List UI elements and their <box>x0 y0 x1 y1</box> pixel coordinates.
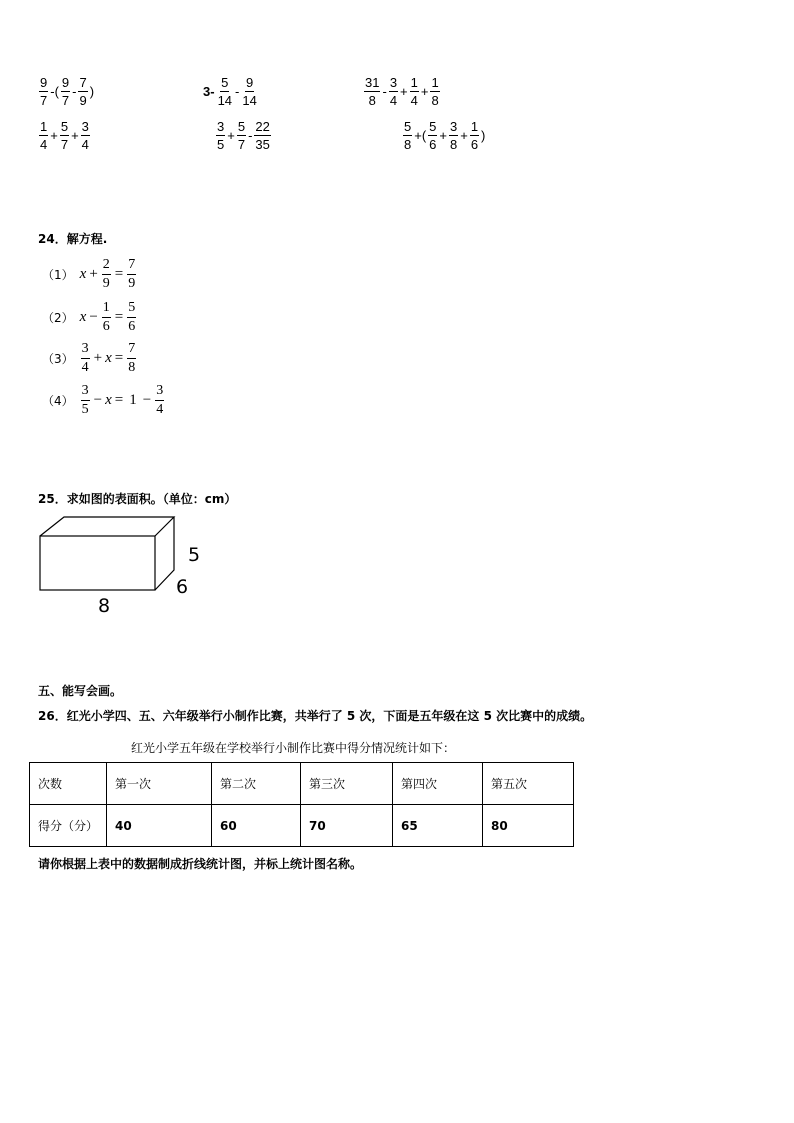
calc-expression-6: $\frac{5}{8}$ +( $\frac{5}{6}$ + $\frac{3}{8}$ + $\frac{1}{6}$ ) <box>404 119 486 152</box>
fraction: $\frac{3}{8}$ <box>449 119 458 152</box>
fraction: $\frac{7}{9}$ <box>79 75 87 108</box>
table-header-row <box>30 763 574 805</box>
table-row <box>30 805 574 847</box>
fraction: $\frac{1}{4}$ <box>40 119 48 152</box>
fraction: $\frac{5}{14}$ <box>217 75 233 108</box>
question-26-title: 26．红光小学四、五、六年级举行小制作比赛，共举行了 5 次，下面是五年级在这 5 次比赛中的成绩。 <box>38 709 593 723</box>
table-header-cell: 第三次 <box>301 763 393 805</box>
table-cell: 70 <box>301 805 393 847</box>
calc-expression-4: $\frac{1}{4}$ + $\frac{5}{7}$ + $\frac{3}{4}$ <box>40 119 89 152</box>
table-header-cell: 次数 <box>30 763 107 805</box>
fraction: $\frac{3}{5}$ <box>217 119 225 152</box>
fraction: $\frac{1}{6}$ <box>102 300 110 334</box>
calc-expression-1: $\frac{9}{7}$ -( $\frac{9}{7}$ - $\frac{7}{9}$ ) <box>40 75 95 108</box>
calc-expression-3: $\frac{31}{8}$ - $\frac{3}{4}$ + $\frac{1}{4}$ + $\frac{1}{8}$ <box>365 75 439 108</box>
question-25-title: 25．求如图的表面积。（单位：cm） <box>38 492 237 506</box>
fraction: $\frac{22}{35}$ <box>255 119 270 152</box>
fraction: $\frac{7}{9}$ <box>128 257 136 291</box>
fraction: $\frac{5}{6}$ <box>128 300 136 334</box>
fraction: $\frac{1}{4}$ <box>410 75 418 108</box>
fraction: $\frac{31}{8}$ <box>365 75 380 108</box>
height-label: 5 <box>188 544 201 566</box>
question-24-title: 24．解方程. <box>38 232 108 246</box>
table-cell: 65 <box>393 805 483 847</box>
cuboid-front-face <box>40 536 155 590</box>
section-five-title: 五、能写会画。 <box>38 684 123 698</box>
equation-3: （3） $\frac{3}{4}$ + x = $\frac{7}{8}$ <box>42 341 136 375</box>
fraction: $\frac{5}{7}$ <box>237 119 246 152</box>
table-header-cell: 第一次 <box>107 763 212 805</box>
fraction: $\frac{2}{9}$ <box>102 257 110 291</box>
fraction: $\frac{9}{7}$ <box>61 75 70 108</box>
calc-expression-2: 3- $\frac{5}{14}$ - $\frac{9}{14}$ <box>203 75 257 108</box>
cuboid-top-face <box>40 517 174 536</box>
cuboid-diagram <box>30 510 220 620</box>
table-cell: 80 <box>483 805 574 847</box>
fraction: $\frac{1}{8}$ <box>431 75 439 108</box>
fraction: $\frac{3}{4}$ <box>81 119 89 152</box>
question-26-instruction: 请你根据上表中的数据制成折线统计图，并标上统计图名称。 <box>38 857 363 871</box>
table-row-label: 得分（分） <box>30 805 107 847</box>
fraction: $\frac{5}{6}$ <box>429 119 437 152</box>
table-header-cell: 第五次 <box>483 763 574 805</box>
equation-2: （2） x − $\frac{1}{6}$ = $\frac{5}{6}$ <box>42 300 136 334</box>
fraction: $\frac{9}{7}$ <box>40 75 48 108</box>
fraction: $\frac{3}{5}$ <box>81 383 89 417</box>
equation-4: （4） $\frac{3}{5}$ − x = 1 − $\frac{3}{4}$ <box>42 383 164 417</box>
fraction: $\frac{3}{4}$ <box>389 75 398 108</box>
fraction: $\frac{1}{6}$ <box>470 119 479 152</box>
fraction: $\frac{3}{4}$ <box>81 341 89 375</box>
table-caption: 红光小学五年级在学校举行小制作比赛中得分情况统计如下： <box>131 741 456 755</box>
score-table <box>29 762 574 847</box>
fraction: $\frac{7}{8}$ <box>128 341 136 375</box>
calc-expression-5: $\frac{3}{5}$ + $\frac{5}{7}$ - $\frac{22}{35}$ <box>217 119 270 152</box>
fraction: $\frac{5}{7}$ <box>60 119 69 152</box>
cuboid-side-face <box>155 517 174 590</box>
fraction: $\frac{3}{4}$ <box>156 383 164 417</box>
fraction: $\frac{5}{8}$ <box>404 119 412 152</box>
width-label: 6 <box>176 576 189 598</box>
equation-1: （1） x + $\frac{2}{9}$ = $\frac{7}{9}$ <box>42 257 136 291</box>
table-cell: 60 <box>212 805 301 847</box>
length-label: 8 <box>98 595 111 617</box>
table-header-cell: 第四次 <box>393 763 483 805</box>
table-header-cell: 第二次 <box>212 763 301 805</box>
table-cell: 40 <box>107 805 212 847</box>
fraction: $\frac{9}{14}$ <box>242 75 257 108</box>
